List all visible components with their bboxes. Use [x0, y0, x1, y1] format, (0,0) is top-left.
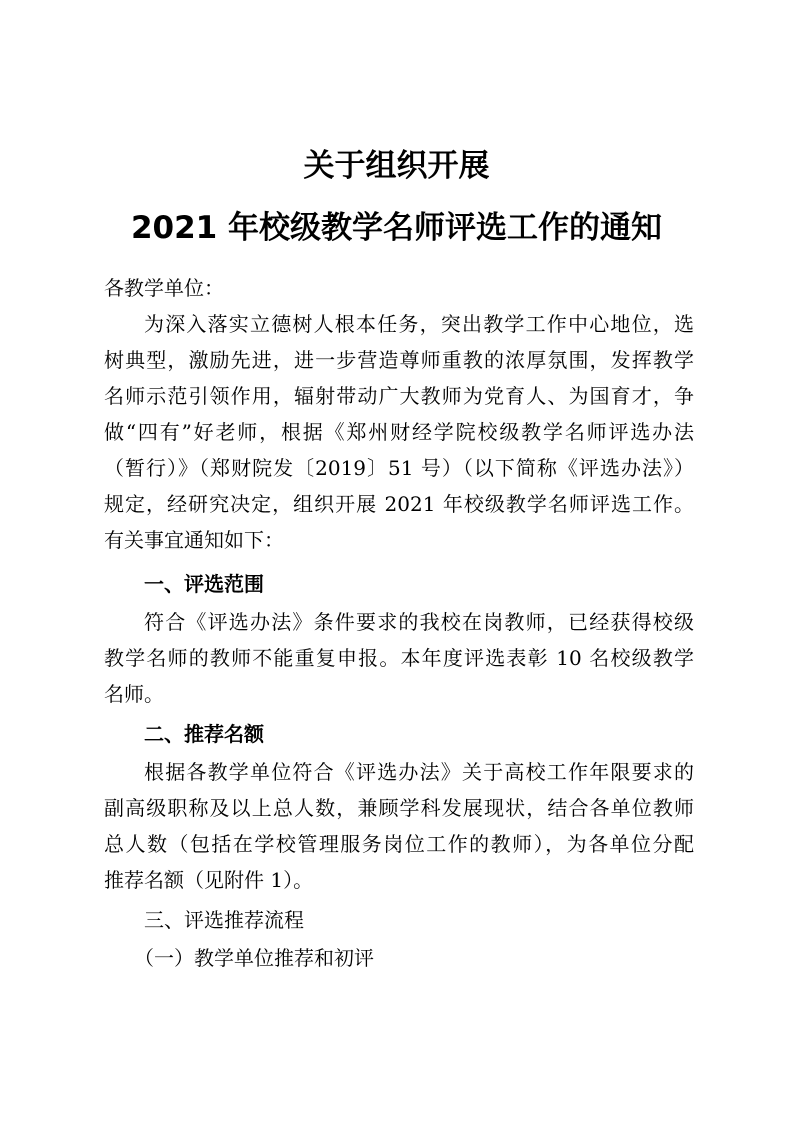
intro-line-1: 为深入落实立德树人根本任务，突出教学工作中心地位，选 — [144, 312, 694, 336]
section-1-line-2: 教学名师的教师不能重复申报。本年度评选表彰 10 名校级教学 — [104, 646, 694, 670]
section-2-heading: 二、推荐名额 — [144, 722, 264, 746]
section-2-line-3: 总人数（包括在学校管理服务岗位工作的教师），为各单位分配 — [104, 832, 694, 856]
section-3-heading: 三、评选推荐流程 — [144, 908, 304, 932]
section-1-heading: 一、评选范围 — [144, 572, 264, 596]
section-2-line-1: 根据各教学单位符合《评选办法》关于高校工作年限要求的 — [144, 760, 694, 784]
intro-line-6: 规定，经研究决定，组织开展 2021 年校级教学名师评选工作。 — [104, 492, 694, 516]
section-1-line-1: 符合《评选办法》条件要求的我校在岗教师，已经获得校级 — [144, 610, 694, 634]
section-3-subheading: （一）教学单位推荐和初评 — [134, 946, 374, 970]
section-1-line-3: 名师。 — [104, 682, 164, 706]
document-title-line-1: 关于组织开展 — [303, 148, 490, 184]
salutation: 各教学单位： — [104, 276, 224, 300]
intro-line-2: 树典型，激励先进，进一步营造尊师重教的浓厚氛围，发挥教学 — [104, 348, 694, 372]
section-2-line-2: 副高级职称及以上总人数，兼顾学科发展现状，结合各单位教师 — [104, 796, 694, 820]
intro-line-4: 做“四有”好老师，根据《郑州财经学院校级教学名师评选办法 — [104, 420, 694, 444]
intro-line-7: 有关事宜通知如下： — [104, 528, 284, 552]
document-title-line-2: 2021 年校级教学名师评选工作的通知 — [130, 210, 663, 246]
intro-line-5: （暂行）》（郑财院发〔2019〕51 号）（以下简称《评选办法》） — [104, 456, 694, 480]
intro-line-3: 名师示范引领作用，辐射带动广大教师为党育人、为国育才，争 — [104, 384, 694, 408]
section-2-line-4: 推荐名额（见附件 1）。 — [104, 868, 314, 892]
